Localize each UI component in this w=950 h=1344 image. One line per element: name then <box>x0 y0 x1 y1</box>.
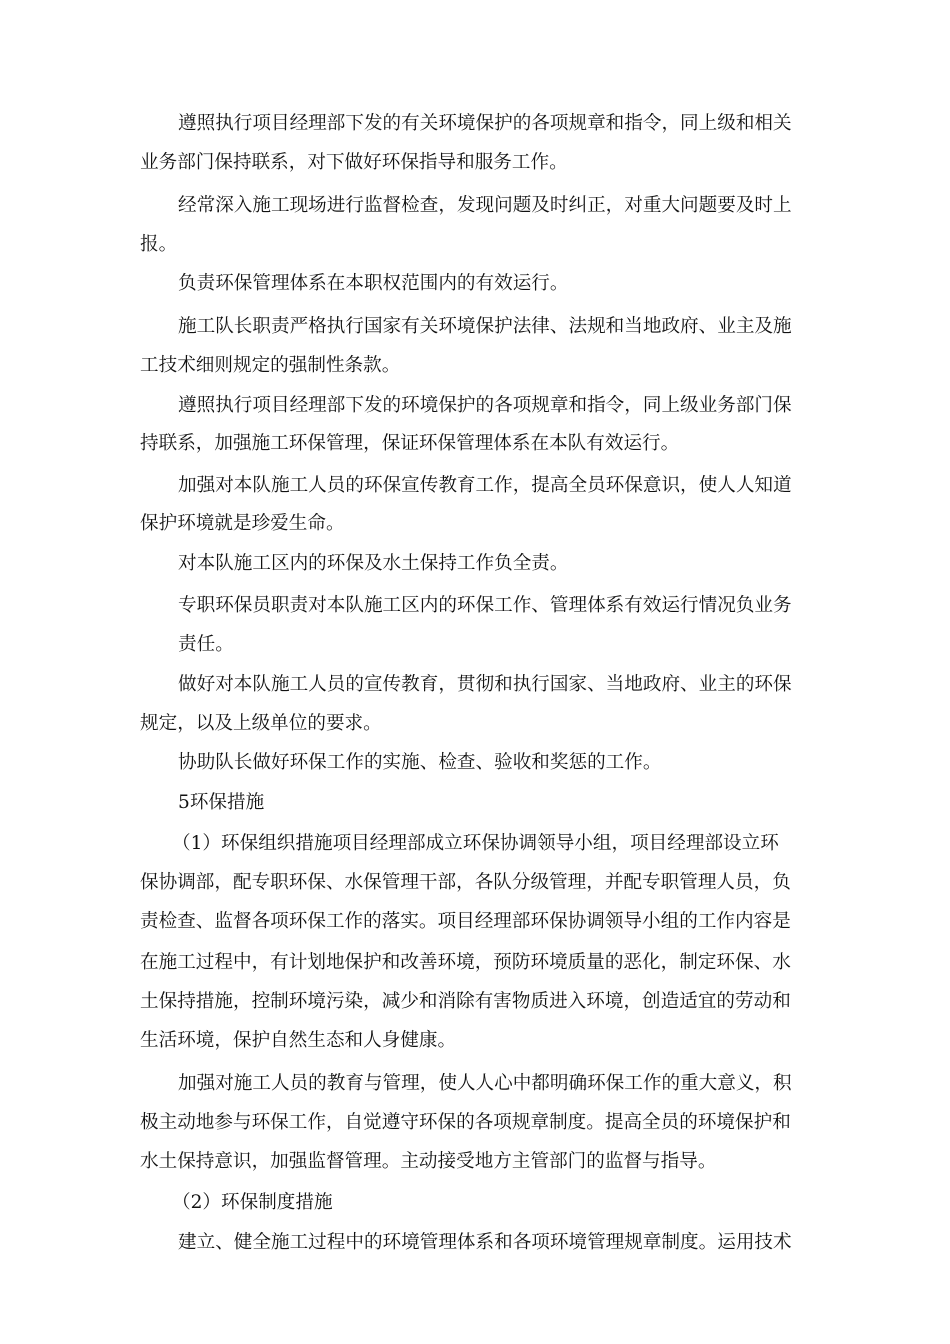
paragraph-line: 持联系，加强施工环保管理，保证环保管理体系在本队有效运行。 <box>140 433 680 454</box>
paragraph-line: 专职环保员职责对本队施工区内的环保工作、管理体系有效运行情况负业务 <box>178 595 792 616</box>
paragraph-line: 极主动地参与环保工作，自觉遵守环保的各项规章制度。提高全员的环境保护和 <box>140 1112 791 1133</box>
paragraph-line: 建立、健全施工过程中的环境管理体系和各项环境管理规章制度。运用技术 <box>178 1232 792 1253</box>
paragraph-line: 负责环保管理体系在本职权范围内的有效运行。 <box>178 273 569 294</box>
section-heading: 5环保措施 <box>178 792 265 813</box>
subsection-heading: （2）环保制度措施 <box>172 1192 333 1213</box>
paragraph-line: 保护环境就是珍爱生命。 <box>140 513 345 534</box>
paragraph-line: 规定，以及上级单位的要求。 <box>140 713 382 734</box>
paragraph-line: （1）环保组织措施项目经理部成立环保协调领导小组，项目经理部设立环 <box>172 833 779 854</box>
paragraph-line: 做好对本队施工人员的宣传教育，贯彻和执行国家、当地政府、业主的环保 <box>178 674 792 695</box>
paragraph-line: 责检查、监督各项环保工作的落实。项目经理部环保协调领导小组的工作内容是 <box>140 911 791 932</box>
paragraph-line: 在施工过程中，有计划地保护和改善环境，预防环境质量的恶化，制定环保、水 <box>140 952 791 973</box>
paragraph-line: 生活环境，保护自然生态和人身健康。 <box>140 1030 457 1051</box>
paragraph-line: 业务部门保持联系，对下做好环保指导和服务工作。 <box>140 152 568 173</box>
paragraph-line: 工技术细则规定的强制性条款。 <box>140 355 401 376</box>
paragraph-line: 遵照执行项目经理部下发的环境保护的各项规章和指令，同上级业务部门保 <box>178 395 792 416</box>
paragraph-line: 加强对本队施工人员的环保宣传教育工作，提高全员环保意识，使人人知道 <box>178 475 792 496</box>
paragraph-line: 报。 <box>140 234 178 255</box>
paragraph-line: 协助队长做好环保工作的实施、检查、验收和奖惩的工作。 <box>178 752 662 773</box>
paragraph-line: 加强对施工人员的教育与管理，使人人心中都明确环保工作的重大意义，积 <box>178 1073 792 1094</box>
paragraph-line: 遵照执行项目经理部下发的有关环境保护的各项规章和指令，同上级和相关 <box>178 113 792 134</box>
paragraph-line: 施工队长职责严格执行国家有关环境保护法律、法规和当地政府、业主及施 <box>178 316 792 337</box>
paragraph-line: 土保持措施，控制环境污染，减少和消除有害物质进入环境，创造适宜的劳动和 <box>140 991 791 1012</box>
paragraph-line: 责任。 <box>178 634 234 655</box>
paragraph-line: 水土保持意识，加强监督管理。主动接受地方主管部门的监督与指导。 <box>140 1151 717 1172</box>
paragraph-line: 经常深入施工现场进行监督检查，发现问题及时纠正，对重大问题要及时上 <box>178 195 792 216</box>
paragraph-line: 保协调部，配专职环保、水保管理干部，各队分级管理，并配专职管理人员，负 <box>140 872 791 893</box>
paragraph-line: 对本队施工区内的环保及水土保持工作负全责。 <box>178 553 569 574</box>
